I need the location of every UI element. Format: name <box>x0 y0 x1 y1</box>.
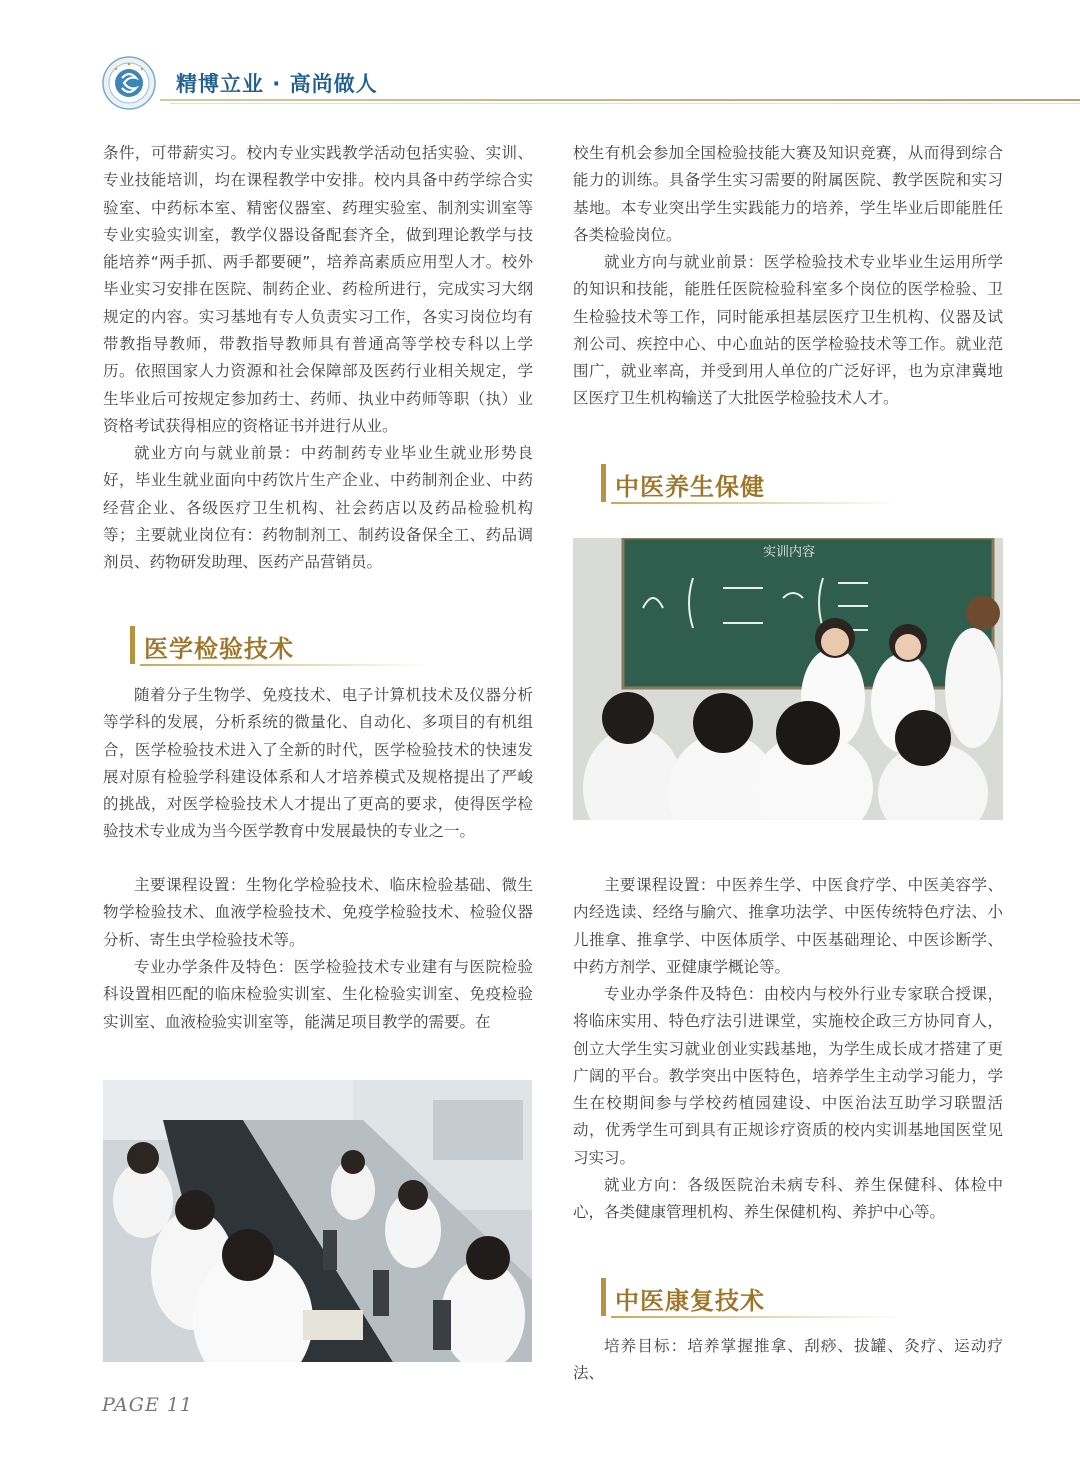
left-paragraph-conditions: 专业办学条件及特色：医学检验技术专业建有与医院检验科设置相匹配的临床检验实训室、生化检验实训室、免疫检验实训室、血液检验实训室等，能满足项目教学的需要。在 <box>103 958 533 1031</box>
right-paragraph-conditions: 专业办学条件及特色：由校内与校外行业专家联合授课，将临床实用、特色疗法引进课堂，实施校企政三方协同育人，创立大学生实习就业创业实践基地，为学生成长成才搭建了更广阔的平台。教学突出中医特色，培养学生主动学习能力，学生在校期间参与学校药植园建设、中医治法互助学习联盟活动，优秀学生可到具有正规诊疗资质的校内实训基地国医堂见习实习。 <box>573 985 1003 1167</box>
section-underline <box>611 502 901 504</box>
left-paragraph-employment: 就业方向与就业前景：中药制药专业毕业生就业形势良好，毕业生就业面向中药饮片生产企业、中药制剂企业、中药经营企业、各级医疗卫生机构、社会药店以及药品检验机构等；主要就业岗位有：药物制剂工、制药设备保全工、药品调剂员、药物研发助理、医药产品营销员。 <box>103 444 533 572</box>
right-paragraph-courses: 主要课程设置：中医养生学、中医食疗学、中医美容学、内经选读、经络与腧穴、推拿功法学、中医传统特色疗法、小儿推拿、推拿学、中医体质学、中医基础理论、中医诊断学、中药方剂学、亚健康学概论等。 <box>573 876 1003 976</box>
section-title: 中医养生保健 <box>615 473 765 501</box>
section-heading-tcm-health <box>601 464 921 508</box>
section-marker <box>601 464 606 502</box>
header-divider <box>160 99 1080 101</box>
microscope-lab-photo <box>103 1080 532 1362</box>
section-marker <box>130 626 135 664</box>
page-header <box>0 0 1080 130</box>
left-paragraph-intro: 随着分子生物学、免疫技术、电子计算机技术及仪器分析等学科的发展，分析系统的微量化、自动化、多项目的有机组合，医学检验技术进入了全新的时代，医学检验技术的快速发展对原有检验学科建设体系和人才培养模式及规格提出了严峻的挑战，对医学检验技术人才提出了更高的要求，使得医学检验技术专业成为当今医学教育中发展最快的专业之一。 <box>103 686 533 841</box>
classroom-photo <box>573 538 1003 820</box>
header-divider-thin <box>170 103 1080 104</box>
section-underline <box>140 664 430 666</box>
section-underline <box>611 1316 901 1318</box>
header-slogan: 精博立业 · 高尚做人 <box>176 72 378 96</box>
section-heading-tcm-rehab <box>601 1278 921 1322</box>
page-number: PAGE 11 <box>102 1394 194 1416</box>
right-paragraph-career: 就业方向：各级医院治未病专科、养生保健科、体检中心，各类健康管理机构、养生保健机构、养护中心等。 <box>573 1176 1003 1222</box>
section-title: 中医康复技术 <box>615 1287 765 1315</box>
section-title: 医学检验技术 <box>144 635 294 663</box>
right-paragraph-competition: 校生有机会参加全国检验技能大赛及知识竞赛，从而得到综合能力的训练。具备学生实习需要的附属医院、教学医院和实习基地。本专业突出学生实践能力的培养，学生毕业后即能胜任各类检验岗位。 <box>573 144 1003 244</box>
right-paragraph-employment: 就业方向与就业前景：医学检验技术专业毕业生运用所学的知识和技能，能胜任医院检验科室多个岗位的医学检验、卫生检验技术等工作，同时能承担基层医疗卫生机构、仪器及试剂公司、疾控中心、中心血站的医学检验技术等工作。就业范围广，就业率高，并受到用人单位的广泛好评，也为京津冀地区医疗卫生机构输送了大批医学检验技术人才。 <box>573 253 1003 408</box>
section-marker <box>601 1278 606 1316</box>
school-logo-icon <box>102 56 156 110</box>
left-paragraph-courses: 主要课程设置：生物化学检验技术、临床检验基础、微生物学检验技术、血液学检验技术、免疫学检验技术、检验仪器分析、寄生虫学检验技术等。 <box>103 876 533 949</box>
right-paragraph-goal: 培养目标：培养掌握推拿、刮痧、拔罐、灸疗、运动疗法、 <box>573 1337 1003 1383</box>
blackboard-text: 实训内容 <box>763 545 816 560</box>
section-heading-medical-lab <box>130 626 450 670</box>
left-paragraph-training: 条件，可带薪实习。校内专业实践教学活动包括实验、实训、专业技能培训，均在课程教学中安排。校内具备中药学综合实验室、中药标本室、精密仪器室、药理实验室、制剂实训室等专业实验实训室，教学仪器设备配套齐全，做到理论教学与技能培养“两手抓、两手都要硬”，培养高素质应用型人才。校外毕业实习安排在医院、制药企业、药检所进行，完成实习大纲规定的内容。实习基地有专人负责实习工作，各实习岗位均有带教指导教师，带教指导教师具有普通高等学校专科以上学历。依照国家人力资源和社会保障部及医药行业相关规定，学生毕业后可按规定参加药士、药师、执业中药师等职（执）业资格考试获得相应的资格证书并进行从业。 <box>103 144 533 435</box>
